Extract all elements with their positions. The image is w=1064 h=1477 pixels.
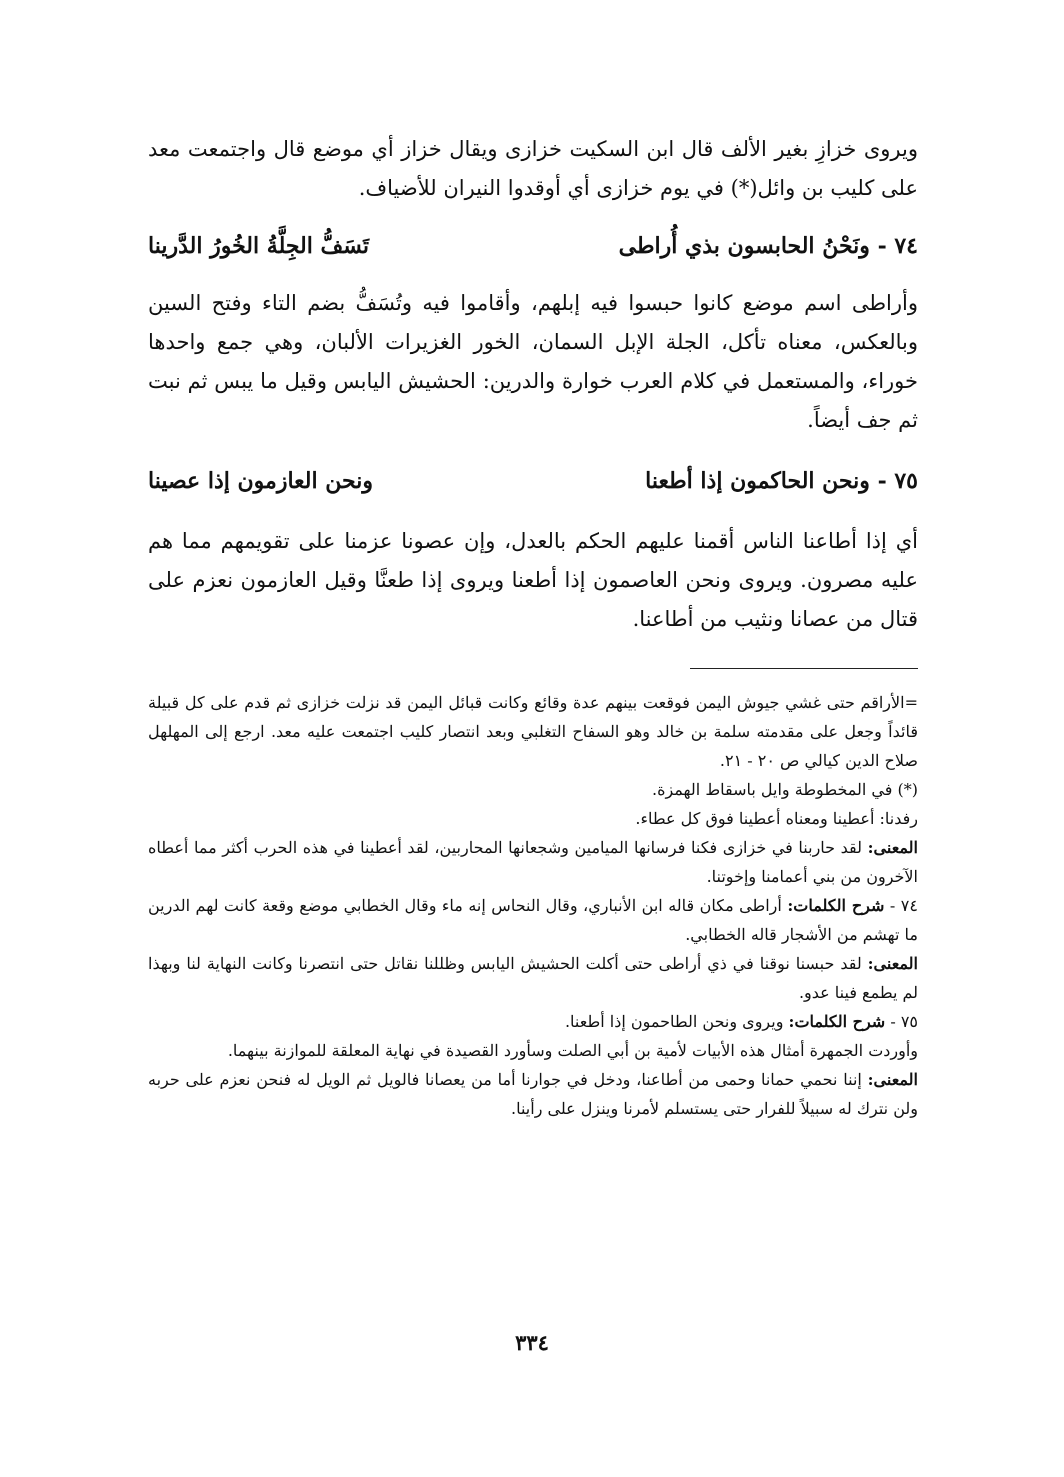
words-label: شرح الكلمات: [787,896,885,915]
verse-75-second-hemistich: ونحن العازمون إذا عصينا [148,468,373,494]
paragraph-2: وأراطى اسم موضع كانوا حبسوا فيه إبلهم، وأقاموا فيه وتُسَفُّ بضم التاء وفتح السين وبالعكس، معناه تأكل، الجلة الإبل السمان، الخور الغزيرات الألبان، وهي جمع واحدها خوراء، والمستعمل في كلام العرب خوارة والدرين: الحشيش اليابس وقيل ما يبس ثم نبت ثم جف أيضاً. [148,291,918,432]
verse-74 [148,226,918,266]
verse-74-number: ٧٤ - [877,233,918,259]
meaning-75-text: إننا نحمي حمانا وحمى من أطاعنا، ودخل في جوارنا أما من يعصانا فالويل ثم الويل له فنحن نعزم على حربه ولن نترك له سبيلاً للفرار حتى يستسلم لأمرنا وينزل على رأينا. [148,1070,918,1118]
footnote-jamhara: وأوردت الجمهرة أمثال هذه الأبيات لأمية بن أبي الصلت وسأورد القصيدة في نهاية المعلقة للموازنة بينهما. [227,1041,918,1060]
footnote-continuation: =الأراقم حتى غشي جيوش اليمن فوقعت بينهم عدة وقائع وكانت قبائل اليمن قد نزلت خزازى ثم قدم على كل قبيلة قائداً وجعل على مقدمته سلمة بن خالد وهو السفاح التغلبي وبعد انتصار كليب اجتمعت عليه معد. ارجع إلى المهلهل صلاح الدين كيالي ص ٢٠ - ٢١. [148,693,919,770]
verse-74-first-hemistich [619,226,918,266]
footnote-74-meaning [148,949,918,1007]
footnote-star-mark: (*) [897,780,918,799]
words-75-text: ويروى ونحن الطاحمون إذا أطعنا. [564,1012,784,1031]
verse-74-second-hemistich: تَسَفُّ الجِلَّةُ الخُورُ الدَّرينا [148,233,370,259]
verse-75-first-hemistich [645,461,918,501]
meaning-label: المعنى: [867,1070,918,1089]
meaning-74-text: لقد حبسنا نوقنا في ذي أراطى حتى أكلت الحشيش اليابس وظللنا نقاتل حتى انتصرنا وكانت النهاية لنا وبهذا لم يطمع فينا عدو. [148,954,918,1002]
meaning-label: المعنى: [867,838,918,857]
footnote-rafadna: رفدنا: أعطينا ومعناه أعطينا فوق كل عطاء. [635,809,918,828]
verse-74-first-text: ونَحْنُ الحابسون بذي أُراطى [618,233,870,259]
meaning-a-text: لقد حاربنا في خزازى فكنا فرسانها الميامين وشجعانها المحاربين، لقد أعطينا في هذه الحرب أكثر مما أعطاه الآخرون من بني أعمامنا وإخوتنا. [148,838,918,886]
footnote-star [148,775,918,804]
verse-75-first-text: ونحن الحاكمون إذا أطعنا [645,468,870,494]
footnote-star-text: في المخطوطة وايل باسقاط الهمزة. [652,780,893,799]
footnote-75-words [148,1007,918,1036]
verse-75-number: ٧٥ - [877,468,918,494]
footnote-74-number: ٧٤ - [889,896,918,915]
footnotes [148,688,918,1123]
words-label: شرح الكلمات: [788,1012,886,1031]
footnote-75-meaning [148,1065,918,1123]
footnote-74-words [148,891,918,949]
footnote-meaning-a [148,833,918,891]
footnote-separator [690,668,918,669]
paragraph-3: أي إذا أطاعنا الناس أقمنا عليهم الحكم بالعدل، وإن عصونا عزمنا على تقويمهم مما هم عليه مصرون. ويروى ونحن العاصمون إذا أطعنا ويروى إذا طعنَّا وقيل العازمون نعزم على قتال من عصانا ونثيب من أطاعنا. [148,529,918,631]
paragraph-1: ويروى خزازِ بغير الألف قال ابن السكيت خزازى ويقال خزاز أي موضع قال واجتمعت معد على كليب بن وائل(*) في يوم خزازى أي أوقدوا النيران للأضياف. [148,137,918,200]
page-number: ٣٣٤ [515,1330,549,1355]
meaning-label: المعنى: [867,954,918,973]
words-74-text: أراطى مكان قاله ابن الأنباري، وقال النحاس إنه ماء وقال الخطابي موضع وقعة كانت لهم الدرين ما تهشم من الأشجار قاله الخطابي. [148,896,918,944]
footnote-75-number: ٧٥ - [890,1012,918,1031]
verse-75 [148,461,918,501]
